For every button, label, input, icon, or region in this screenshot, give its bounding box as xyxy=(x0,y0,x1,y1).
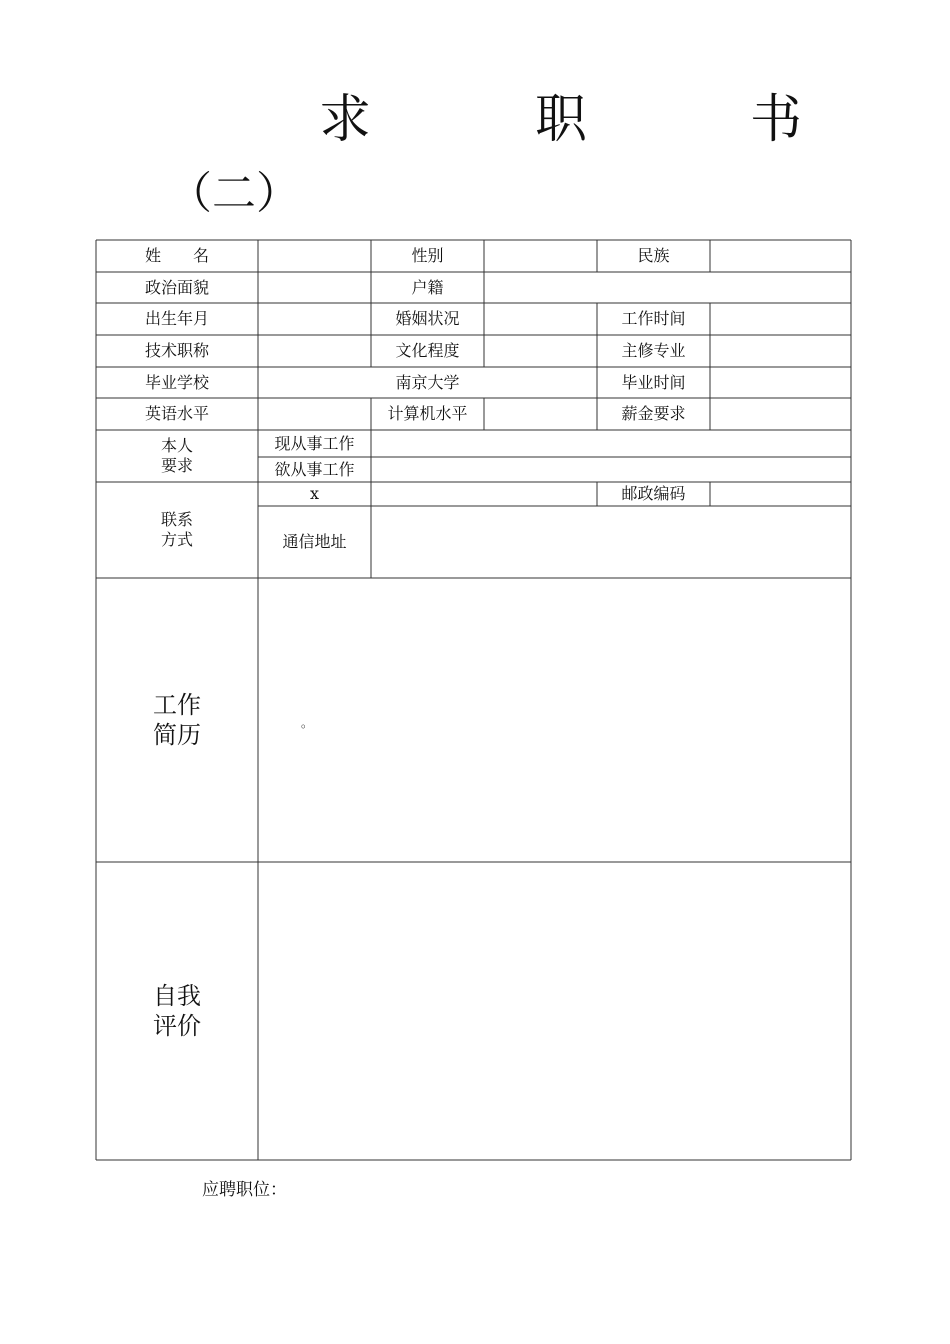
english-field[interactable] xyxy=(258,398,371,430)
self-eval-field[interactable] xyxy=(258,862,851,1160)
education-label: 文化程度 xyxy=(395,341,460,360)
marital-label: 婚姻状况 xyxy=(395,309,460,328)
postal-label: 邮政编码 xyxy=(621,484,686,503)
position-applied-label: 应聘职位： xyxy=(202,1180,287,1200)
salary-field[interactable] xyxy=(710,398,851,430)
school-label: 毕业学校 xyxy=(144,372,209,392)
work-history-label-line2: 简历 xyxy=(153,721,201,749)
current-job-field[interactable] xyxy=(371,430,851,457)
address-label: 通信地址 xyxy=(282,532,347,551)
requirement-label-line1: 本人 xyxy=(160,436,193,455)
work-time-label: 工作时间 xyxy=(621,309,686,328)
title-char-3: 书 xyxy=(750,90,803,150)
salary-label: 薪金要求 xyxy=(621,404,686,423)
major-field[interactable] xyxy=(710,335,851,367)
hukou-label: 户籍 xyxy=(411,277,444,297)
phone-field[interactable] xyxy=(371,482,597,506)
requirement-label xyxy=(96,430,258,482)
self-eval-label-line2: 评价 xyxy=(153,1012,201,1040)
computer-label: 计算机水平 xyxy=(387,404,468,423)
name-label: 姓 名 xyxy=(144,246,209,265)
contact-label-line1: 联系 xyxy=(160,510,193,529)
title-char-1: 求 xyxy=(319,90,372,150)
grad-time-label: 毕业时间 xyxy=(621,372,686,392)
ethnicity-label: 民族 xyxy=(637,246,670,265)
school-value[interactable]: 南京大学 xyxy=(395,372,460,392)
gender-field[interactable] xyxy=(484,240,597,272)
contact-label-line2: 方式 xyxy=(160,530,193,549)
requirement-label-line2: 要求 xyxy=(160,456,193,475)
education-field[interactable] xyxy=(484,335,597,367)
tech-title-field[interactable] xyxy=(258,335,371,367)
computer-field[interactable] xyxy=(484,398,597,430)
birth-label: 出生年月 xyxy=(144,309,209,328)
postal-field[interactable] xyxy=(710,482,851,506)
work-history-field[interactable] xyxy=(258,578,851,862)
desired-job-field[interactable] xyxy=(371,457,851,482)
major-label: 主修专业 xyxy=(621,341,686,360)
birth-field[interactable] xyxy=(258,303,371,335)
title-char-2: 职 xyxy=(535,90,588,150)
gender-label: 性别 xyxy=(411,246,444,265)
marital-field[interactable] xyxy=(484,303,597,335)
desired-job-label: 欲从事工作 xyxy=(274,459,355,479)
tech-title-label: 技术职称 xyxy=(144,341,209,360)
hukou-field[interactable] xyxy=(484,272,851,303)
address-field[interactable] xyxy=(371,506,851,578)
self-eval-label xyxy=(96,862,258,1160)
political-label: 政治面貌 xyxy=(144,277,209,297)
name-field[interactable] xyxy=(258,240,371,272)
contact-label xyxy=(96,482,258,578)
ethnicity-field[interactable] xyxy=(710,240,851,272)
political-field[interactable] xyxy=(258,272,371,303)
english-label: 英语水平 xyxy=(144,404,209,423)
work-time-field[interactable] xyxy=(710,303,851,335)
current-job-label: 现从事工作 xyxy=(274,433,355,453)
work-history-text: 。 xyxy=(301,716,314,730)
subtitle: （二） xyxy=(168,168,300,219)
contact-x: x xyxy=(309,484,320,503)
self-eval-label-line1: 自我 xyxy=(153,982,201,1010)
work-history-label xyxy=(96,578,258,862)
work-history-label-line1: 工作 xyxy=(153,691,201,719)
grad-time-field[interactable] xyxy=(710,367,851,398)
